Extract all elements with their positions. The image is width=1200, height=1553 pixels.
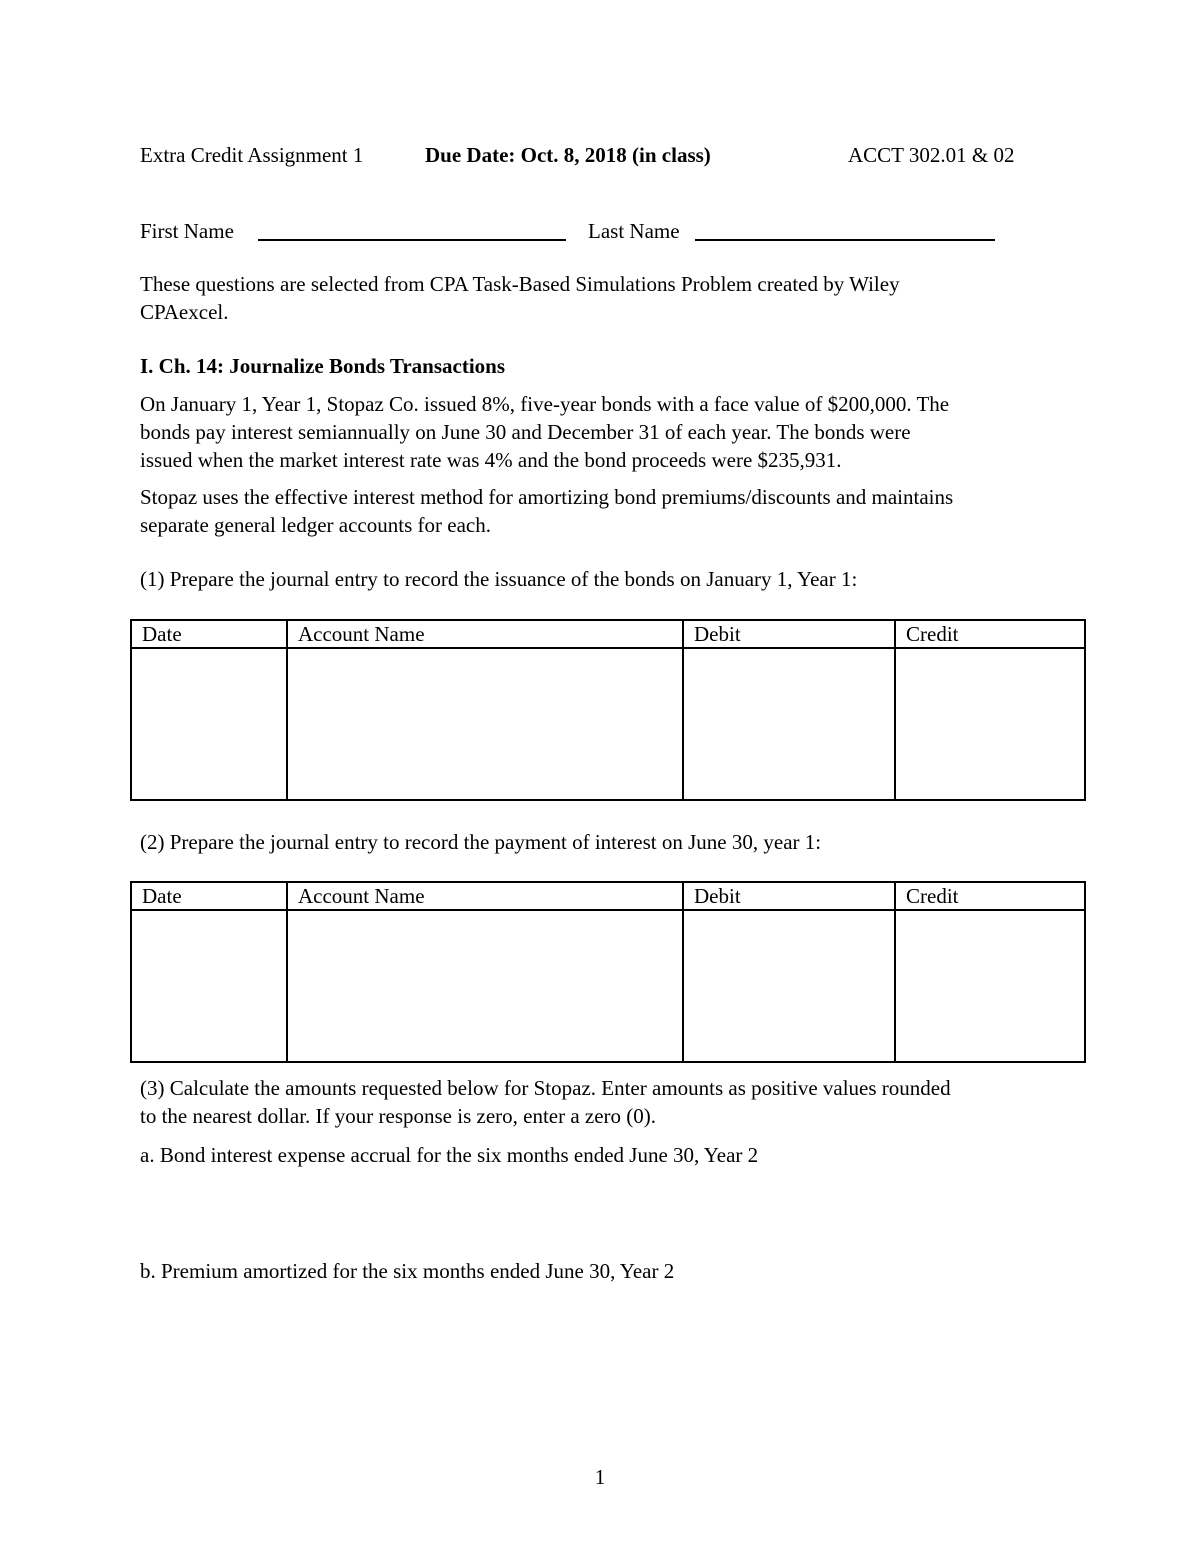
table-header-row <box>131 620 1085 648</box>
last-name-label: Last Name <box>588 219 680 243</box>
table-row <box>131 648 1085 800</box>
page-number: 1 <box>594 1465 606 1489</box>
problem-line: On January 1, Year 1, Stopaz Co. issued 8%, five-year bonds with a face value of $200,000. The <box>140 392 950 416</box>
intro-line: CPAexcel. <box>140 300 229 324</box>
journal-table-issuance <box>130 619 1086 801</box>
column-header-debit: Debit <box>683 882 895 910</box>
question-3b: b. Premium amortized for the six months ended June 30, Year 2 <box>140 1259 675 1283</box>
intro-paragraph <box>140 270 1070 326</box>
date-cell[interactable] <box>131 910 287 1062</box>
column-header-date: Date <box>131 882 287 910</box>
assignment-title: Extra Credit Assignment 1 <box>140 143 364 167</box>
debit-cell[interactable] <box>683 910 895 1062</box>
problem-line: bonds pay interest semiannually on June 30 and December 31 of each year. The bonds were <box>140 420 911 444</box>
section-heading: I. Ch. 14: Journalize Bonds Transactions <box>140 354 506 378</box>
column-header-debit: Debit <box>683 620 895 648</box>
question-3 <box>140 1074 1070 1130</box>
method-paragraph <box>140 483 1070 539</box>
table-header-row <box>131 882 1085 910</box>
question-3-line: to the nearest dollar. If your response is zero, enter a zero (0). <box>140 1104 657 1128</box>
question-2: (2) Prepare the journal entry to record the payment of interest on June 30, year 1: <box>140 830 822 854</box>
due-date: Due Date: Oct. 8, 2018 (in class) <box>425 143 711 167</box>
credit-cell[interactable] <box>895 910 1085 1062</box>
course-code: ACCT 302.01 & 02 <box>848 143 1015 167</box>
first-name-blank[interactable] <box>258 239 566 241</box>
column-header-account-name: Account Name <box>287 620 683 648</box>
table-row <box>131 910 1085 1062</box>
account-name-cell[interactable] <box>287 648 683 800</box>
problem-paragraph <box>140 390 1070 474</box>
journal-table-interest-payment <box>130 881 1086 1063</box>
account-name-cell[interactable] <box>287 910 683 1062</box>
column-header-account-name: Account Name <box>287 882 683 910</box>
column-header-date: Date <box>131 620 287 648</box>
first-name-label: First Name <box>140 219 234 243</box>
problem-line: issued when the market interest rate was 4% and the bond proceeds were $235,931. <box>140 448 842 472</box>
column-header-credit: Credit <box>895 620 1085 648</box>
date-cell[interactable] <box>131 648 287 800</box>
question-3-line: (3) Calculate the amounts requested below for Stopaz. Enter amounts as positive values rounded <box>140 1076 951 1100</box>
debit-cell[interactable] <box>683 648 895 800</box>
problem-line: separate general ledger accounts for each. <box>140 513 491 537</box>
intro-line: These questions are selected from CPA Task-Based Simulations Problem created by Wiley <box>140 272 900 296</box>
problem-line: Stopaz uses the effective interest method for amortizing bond premiums/discounts and maintains <box>140 485 954 509</box>
last-name-blank[interactable] <box>695 239 995 241</box>
credit-cell[interactable] <box>895 648 1085 800</box>
question-1: (1) Prepare the journal entry to record the issuance of the bonds on January 1, Year 1: <box>140 567 858 591</box>
document-header <box>140 141 1100 169</box>
column-header-credit: Credit <box>895 882 1085 910</box>
name-fields <box>140 217 1040 245</box>
question-3a: a. Bond interest expense accrual for the six months ended June 30, Year 2 <box>140 1143 759 1167</box>
